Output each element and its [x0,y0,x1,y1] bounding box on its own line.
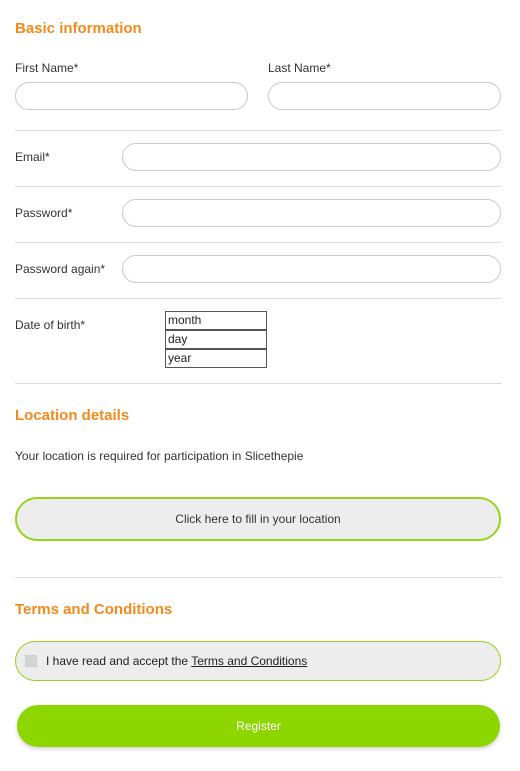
dob-year-select[interactable]: year [165,349,267,368]
divider [15,242,502,243]
divider [15,186,502,187]
divider [15,298,502,299]
dob-label: Date of birth* [15,318,86,332]
password-again-label: Password again* [15,262,106,276]
register-button[interactable]: Register [17,705,500,747]
last-name-field[interactable] [268,82,501,110]
fill-location-button[interactable]: Click here to fill in your location [15,497,501,541]
location-description: Your location is required for participation in Slicethepie [15,449,304,463]
last-name-label: Last Name* [268,61,331,75]
terms-acceptance-row [15,641,501,681]
terms-title: Terms and Conditions [15,601,173,618]
basic-info-title: Basic information [15,20,142,37]
location-title: Location details [15,407,130,424]
divider [15,383,502,384]
terms-accept-prefix: I have read and accept the [46,654,192,668]
dob-day-select[interactable]: day [165,330,267,349]
terms-acceptance-text [46,654,307,668]
email-label: Email* [15,150,50,164]
email-field[interactable] [122,143,501,171]
dob-month-select[interactable]: month [165,311,267,330]
terms-link[interactable]: Terms and Conditions [191,654,308,668]
first-name-field[interactable] [15,82,248,110]
divider [15,577,502,578]
first-name-label: First Name* [15,61,79,75]
password-label: Password* [15,206,73,220]
terms-checkbox[interactable] [25,655,37,667]
password-field[interactable] [122,199,501,227]
divider [15,130,502,131]
password-again-field[interactable] [122,255,501,283]
